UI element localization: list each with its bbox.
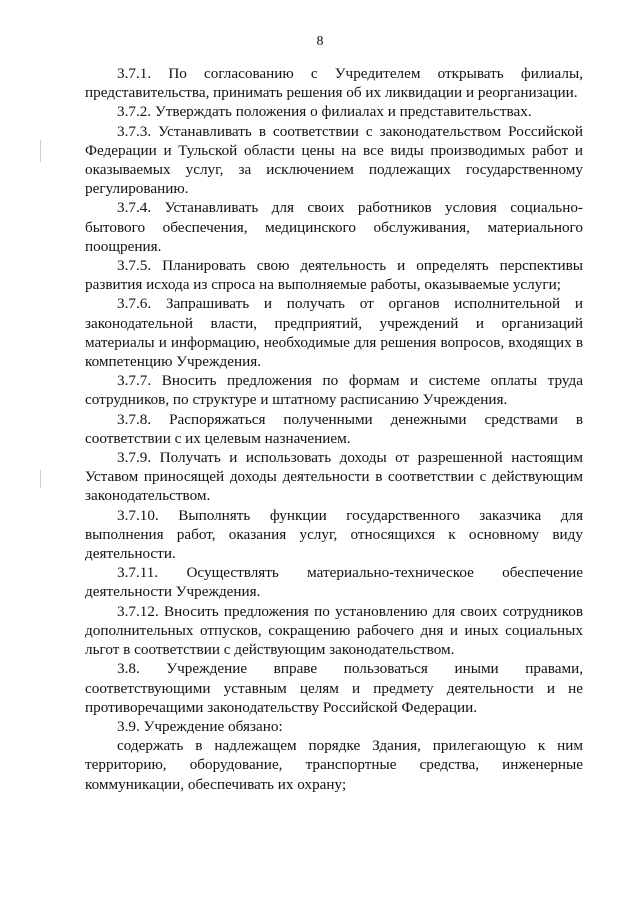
paragraph-3-7-1: 3.7.1. По согласованию с Учредителем открывать филиалы, представительства, принимать решения об их ликвидации и реорганизации. [85, 65, 583, 102]
paragraph-3-7-7: 3.7.7. Вносить предложения по формам и системе оплаты труда сотрудников, по структуре и штатному расписанию Учреждения. [85, 372, 583, 409]
paragraph-3-7-5: 3.7.5. Планировать свою деятельность и определять перспективы развития исхода из спроса на выполняемые работы, оказываемые услуги; [85, 257, 583, 294]
paragraph-3-7-8: 3.7.8. Распоряжаться полученными денежными средствами в соответствии с их целевым назначением. [85, 410, 583, 447]
paragraph-obligation-1: содержать в надлежащем порядке Здания, прилегающую к ним территорию, оборудование, транспортные средства, инженерные коммуникации, обеспечивать их охрану; [85, 737, 583, 793]
scan-margin-mark [40, 470, 41, 488]
scan-margin-mark [40, 140, 41, 162]
paragraph-3-7-11: 3.7.11. Осуществлять материально-техническое обеспечение деятельности Учреждения. [85, 564, 583, 601]
paragraph-3-7-2: 3.7.2. Утверждать положения о филиалах и представительствах. [117, 103, 532, 121]
paragraph-3-7-3: 3.7.3. Устанавливать в соответствии с законодательством Российской Федерации и Тульской области цены на все виды производимых работ и оказываемых услуг, за исключением подлежащих государственному регулированию. [85, 122, 583, 198]
paragraph-3-7-4: 3.7.4. Устанавливать для своих работников условия социально-бытового обеспечения, медицинского обслуживания, материального поощрения. [85, 199, 583, 255]
page-number: 8 [316, 34, 324, 49]
document-body [85, 64, 583, 794]
paragraph-3-9: 3.9. Учреждение обязано: [117, 717, 283, 735]
paragraph-3-7-6: 3.7.6. Запрашивать и получать от органов исполнительной и законодательной власти, предприятий, учреждений и организаций материалы и информацию, необходимые для решения вопросов, входящих в компетенцию Учреждения. [85, 295, 583, 371]
paragraph-3-7-10: 3.7.10. Выполнять функции государственного заказчика для выполнения работ, оказания услуг, относящихся к основному виду деятельности. [85, 506, 583, 563]
paragraph-3-7-12: 3.7.12. Вносить предложения по установлению для своих сотрудников дополнительных отпусков, сокращению рабочего дня и иных социальных льгот в соответствии с действующим законодательством. [85, 602, 583, 659]
paragraph-3-7-9: 3.7.9. Получать и использовать доходы от разрешенной настоящим Уставом приносящей доходы деятельности в соответствии с действующим законодательством. [85, 449, 583, 505]
paragraph-3-8: 3.8. Учреждение вправе пользоваться иными правами, соответствующими уставным целям и предмету деятельности и не противоречащими законодательству Российской Федерации. [85, 660, 583, 716]
